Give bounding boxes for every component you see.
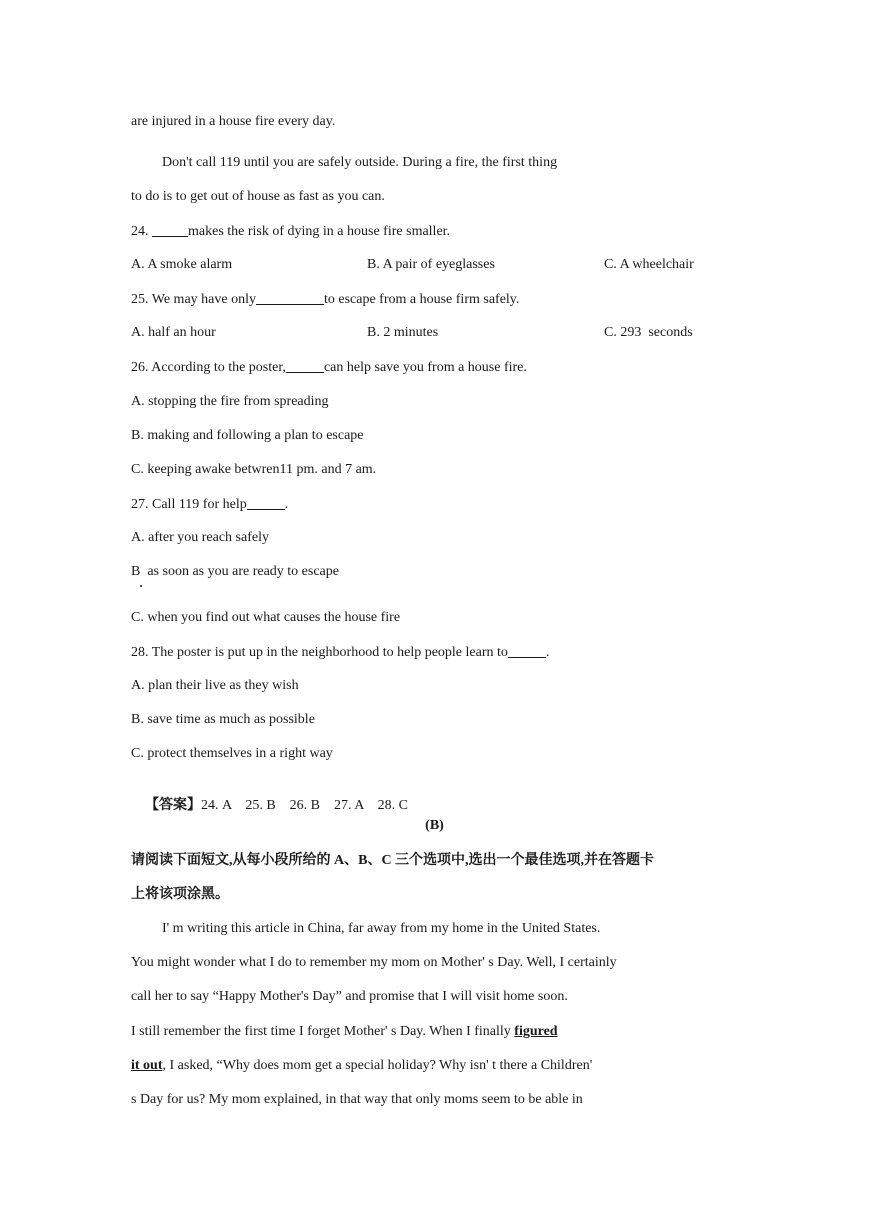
article-line — [131, 1023, 558, 1041]
option-a: A. A smoke alarm — [131, 257, 233, 272]
question-stem: 28. The poster is put up in the neighborhood to help people learn to — [131, 645, 508, 660]
question-27 — [131, 495, 288, 513]
option-b: B. 2 minutes — [367, 325, 439, 340]
option-c: C. A wheelchair — [604, 257, 694, 272]
passage-line: to do is to get out of house as fast as you can. — [131, 189, 385, 204]
answer-blank — [152, 222, 188, 237]
question-stem-end: can help save you from a house fire. — [323, 360, 527, 375]
question-stem-end: . — [545, 645, 550, 660]
option-a: A. half an hour — [131, 325, 216, 340]
answer-blank — [286, 358, 324, 373]
article-line: You might wonder what I do to remember my mom on Mother' s Day. Well, I certainly — [131, 955, 617, 970]
question-stem: 26. According to the poster, — [131, 360, 286, 375]
option-b: B. making and following a plan to escape — [131, 428, 364, 443]
answer-blank — [256, 290, 324, 305]
section-heading: (B) — [425, 818, 444, 833]
option-c: C. 293 seconds — [604, 325, 693, 340]
question-number: 24. — [131, 224, 149, 239]
option-c: C. when you find out what causes the house fire — [131, 610, 401, 625]
question-stem-end: to escape from a house firm safely. — [323, 292, 520, 307]
option-b: B as soon as you are ready to escape — [131, 564, 339, 579]
question-24 — [131, 222, 450, 240]
article-line: call her to say “Happy Mother's Day” and promise that I will visit home soon. — [131, 989, 568, 1004]
question-stem: 25. We may have only — [131, 292, 256, 307]
answer-key — [131, 779, 408, 813]
answer-blank — [508, 643, 546, 658]
question-26 — [131, 358, 527, 376]
option-a: A. after you reach safely — [131, 530, 269, 545]
option-c: C. keeping awake betwren11 pm. and 7 am. — [131, 462, 377, 477]
instruction-line: 请阅读下面短文,从每小段所给的 A、B、C 三个选项中,选出一个最佳选项,并在答题卡 — [131, 853, 655, 868]
question-stem: 27. Call 119 for help — [131, 497, 247, 512]
question-stem-end: . — [284, 497, 289, 512]
option-c: C. protect themselves in a right way — [131, 746, 333, 761]
underlined-phrase: figured — [514, 1024, 558, 1039]
instruction-line: 上将该项涂黑。 — [131, 887, 229, 902]
question-stem: makes the risk of dying in a house fire smaller. — [188, 224, 451, 239]
article-text: I still remember the first time I forget Mother' s Day. When I finally — [131, 1024, 515, 1039]
answer-text: 24. A 25. B 26. B 27. A 28. C — [201, 798, 408, 813]
answer-label: 【答案】 — [145, 798, 201, 813]
underlined-phrase: it out — [131, 1058, 163, 1073]
answer-blank — [247, 495, 285, 510]
passage-line: Don't call 119 until you are safely outside. During a fire, the first thing — [162, 155, 558, 170]
article-line: I' m writing this article in China, far away from my home in the United States. — [162, 921, 601, 936]
article-text: , I asked, “Why does mom get a special holiday? Why isn' t there a Children' — [162, 1058, 593, 1073]
article-line — [131, 1057, 592, 1075]
option-b: B. save time as much as possible — [131, 712, 315, 727]
question-28 — [131, 643, 549, 661]
option-a: A. plan their live as they wish — [131, 678, 299, 693]
stray-dot — [140, 585, 142, 587]
article-line: s Day for us? My mom explained, in that way that only moms seem to be able in — [131, 1092, 583, 1107]
option-b: B. A pair of eyeglasses — [367, 257, 495, 272]
option-a: A. stopping the fire from spreading — [131, 394, 329, 409]
passage-line: are injured in a house fire every day. — [131, 114, 336, 129]
question-25 — [131, 290, 519, 308]
